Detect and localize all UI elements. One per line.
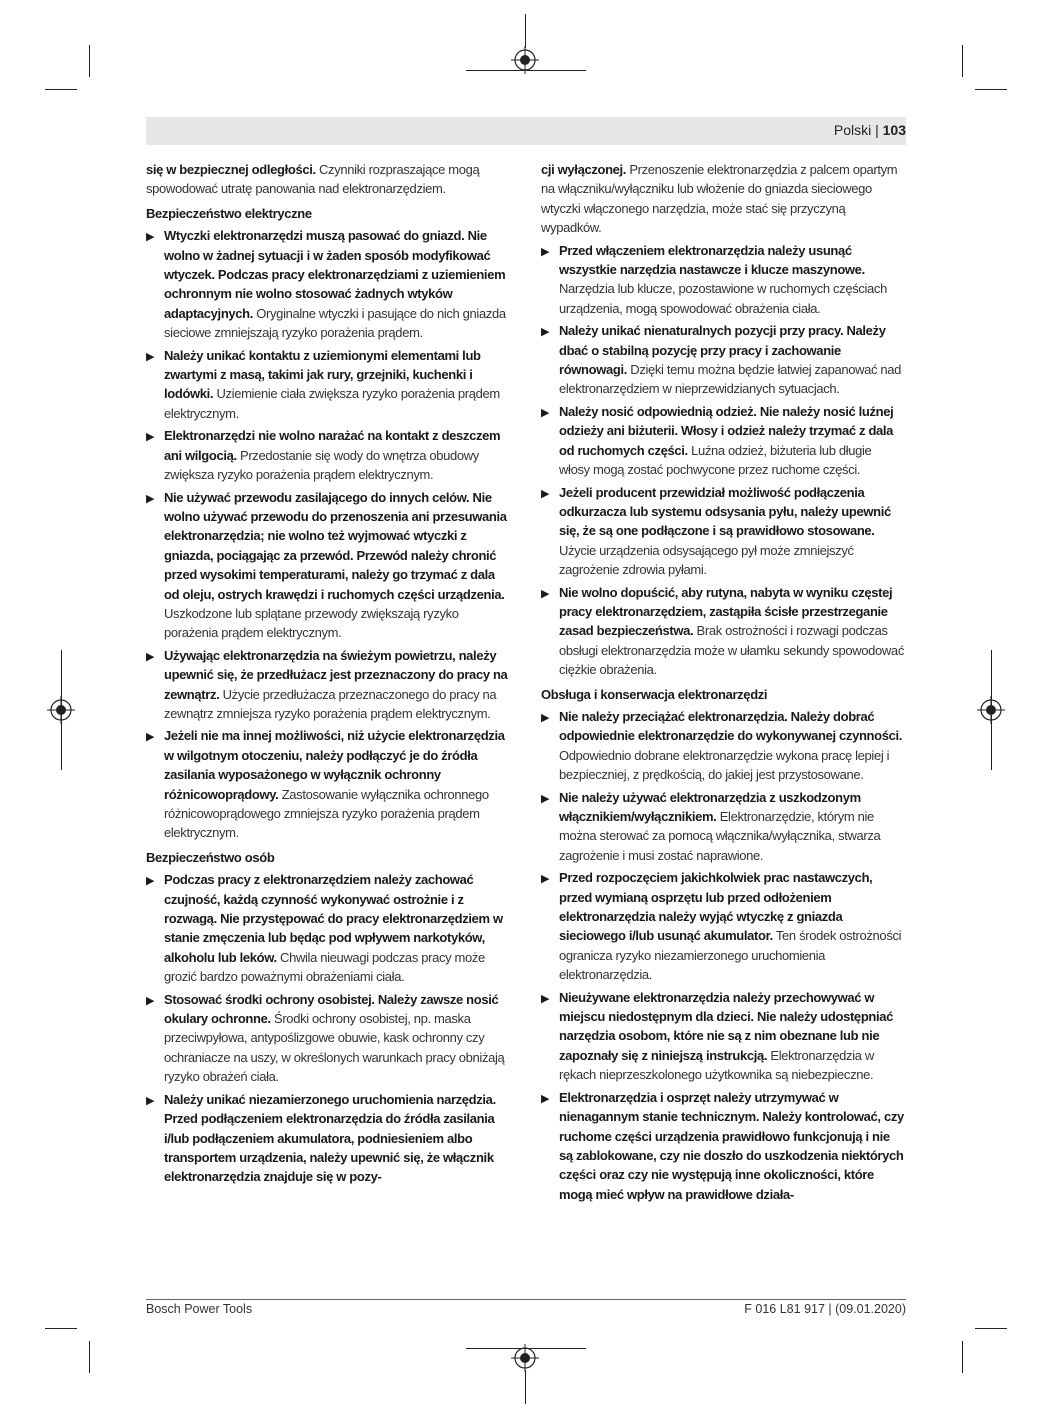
item-text: Uziemienie ciała zwiększa ryzyko porażenia prądem elektrycznym.	[164, 386, 500, 421]
item-text: Odpowiednio dobrane elektronarzędzie wykona pracę lepiej i bezpieczniej, z prędkością, do jakiej jest przystosowane.	[559, 747, 890, 783]
item-bold: Jeżeli producent przewidział możliwość podłączenia odkurzacza lub systemu odsysania pyłu, należy upewnić się, że są one podłączone i są prawidłowo stosowane.	[559, 484, 891, 539]
crop-mark	[45, 1328, 77, 1329]
item-bold: Wtyczki elektronarzędzi muszą pasować do gniazd. Nie wolno w żadnej sytuacji i w żaden sposób modyfikować wtyczek. Podczas pracy elektronarzędziami z uziemieniem ochronnym nie wolno stosować żadnych wtyków adaptacyjnych.	[164, 228, 506, 321]
bullet-arrow-icon: ▶	[541, 326, 550, 339]
item-text: Ten środek ostrożności ogranicza ryzyko niezamierzonego uruchomienia elektronarzędzia.	[559, 928, 902, 983]
crop-mark	[975, 89, 1007, 90]
header-band	[146, 117, 906, 145]
list-item	[146, 1090, 510, 1187]
bullet-arrow-icon: ▶	[146, 431, 155, 444]
item-bold: Należy unikać niezamierzonego uruchomienia narzędzia. Przed podłączeniem elektronarzędzia do źródła zasilania i/lub podłączeniem akumulatora, podniesieniem albo transportem urządzenia, należy upewnić się, że włącznik elektronarzędzia znajduje się w pozy-	[164, 1091, 496, 1185]
item-text: Brak ostrożności i rozwagi podczas obsługi elektronarzędzia może w ułamku sekundy spowodować ciężkie obrażenia.	[559, 623, 904, 678]
item-text: Oryginalne wtyczki i pasujące do nich gniazda sieciowe zmniejszają ryzyko porażenia prądem.	[164, 305, 506, 341]
bullet-arrow-icon: ▶	[146, 492, 155, 505]
item-bold: Jeżeli nie ma innej możliwości, niż użycie elektronarzędzia w wilgotnym otoczeniu, należy podłączyć je do źródła zasilania wyposażonego w wyłącznik ochronny różnicowoprądowy.	[164, 728, 505, 802]
intro-bold: cji wyłączonej.	[541, 162, 627, 177]
list-item	[541, 402, 905, 480]
page-number: 103	[882, 122, 906, 138]
item-text: Chwila nieuwagi podczas pracy może grozić bardzo poważnymi obrażeniami ciała.	[164, 949, 485, 985]
bullet-arrow-icon: ▶	[541, 245, 550, 258]
list-item	[146, 226, 510, 342]
section-heading-electrical: Bezpieczeństwo elektryczne	[146, 205, 312, 221]
right-column	[541, 160, 905, 1204]
bullet-arrow-icon: ▶	[146, 994, 155, 1007]
item-bold: Używając elektronarzędzia na świeżym powietrzu, należy upewnić się, że przedłużacz jest przeznaczony do pracy na zewnątrz.	[164, 647, 508, 702]
item-text: Narzędzia lub klucze, pozostawione w ruchomych częściach urządzenia, mogą spowodować obrażenia ciała.	[559, 281, 887, 316]
intro-bold: się w bezpiecznej odległości.	[146, 162, 316, 177]
crop-mark	[89, 45, 90, 77]
bullet-arrow-icon: ▶	[541, 487, 550, 500]
list-item	[146, 990, 510, 1087]
item-bold: Należy nosić odpowiednią odzież. Nie należy nosić luźnej odzieży ani biżuterii. Włosy i odzież należy trzymać z dala od ruchomych części.	[559, 403, 894, 458]
item-bold: Elektronarzędzi nie wolno narażać na kontakt z deszczem ani wilgocią.	[164, 428, 501, 463]
list-item	[541, 1088, 905, 1204]
bullet-arrow-icon: ▶	[541, 992, 550, 1005]
list-item	[541, 483, 905, 580]
item-text: Elektronarzędzie, którym nie można sterować za pomocą włącznika/wyłącznika, stwarza zagrożenie i musi zostać naprawione.	[559, 809, 881, 863]
item-text: Środki ochrony osobistej, np. maska przeciwpyłowa, antypoślizgowe obuwie, kask ochronny czy ochraniacze na uszy, w określonych warunkach pracy obniżają ryzyko obrażeń ciała.	[164, 1011, 505, 1085]
item-bold: Podczas pracy z elektronarzędziem należy zachować czujność, każdą czynność wykonywać ostrożnie i z rozwagą. Nie przystępować do pracy elektronarzędziem w stanie zmęczenia lub będąc pod wpływem narkotyków, alkoholu lub leków.	[164, 872, 503, 965]
list-item	[146, 346, 510, 424]
bullet-arrow-icon: ▶	[146, 731, 155, 744]
item-bold: Nie należy używać elektronarzędzia z uszkodzonym włącznikiem/wyłącznikiem.	[559, 789, 861, 824]
section-heading-personal: Bezpieczeństwo osób	[146, 849, 275, 865]
section-heading-maintenance: Obsługa i konserwacja elektronarzędzi	[541, 686, 768, 702]
registration-mark-icon	[511, 1344, 539, 1372]
crop-mark	[525, 1370, 526, 1404]
item-bold: Nie wolno dopuścić, aby rutyna, nabyta w wyniku częstej pracy elektronarzędziem, zastąpiła ścisłe przestrzeganie zasad bezpieczeństwa.	[559, 584, 893, 639]
bullet-arrow-icon: ▶	[541, 406, 550, 419]
bullet-arrow-icon: ▶	[146, 350, 155, 363]
bullet-arrow-icon: ▶	[541, 587, 550, 600]
item-bold: Stosować środki ochrony osobistej. Należy zawsze nosić okulary ochronne.	[164, 991, 499, 1027]
item-bold: Należy unikać kontaktu z uziemionymi elementami lub zwartymi z masą, takimi jak rury, grzejniki, kuchenki i lodówki.	[164, 347, 481, 402]
item-bold: Nieużywane elektronarzędzia należy przechowywać w miejscu niedostępnym dla dzieci. Nie należy udostępniać narzędzia osobom, które nie są z nim obeznane lub nie zapoznały się z niniejszą instrukcją.	[559, 989, 894, 1063]
header-separator: |	[875, 122, 879, 138]
item-bold: Przed włączeniem elektronarzędzia należy usunąć wszystkie narzędzia nastawcze i klucze maszynowe.	[559, 242, 865, 278]
list-item	[146, 488, 510, 643]
header-language: Polski	[833, 122, 872, 138]
list-item	[146, 726, 510, 842]
intro-paragraph	[146, 160, 510, 199]
list-item	[146, 646, 510, 724]
bullet-arrow-icon: ▶	[541, 792, 550, 805]
item-text: Luźna odzież, biżuteria lub długie włosy mogą zostać pochwycone przez ruchome części.	[559, 442, 872, 478]
item-bold: Nie należy przeciążać elektronarzędzia. Należy dobrać odpowiednie elektronarzędzie do wykonywanej czynności.	[559, 708, 903, 744]
list-item	[541, 988, 905, 1085]
item-bold: Należy unikać nienaturalnych pozycji przy pracy. Należy dbać o stabilną pozycję przy pracy i zachowanie równowagi.	[559, 323, 886, 378]
registration-mark-icon	[47, 696, 75, 724]
list-item	[541, 583, 905, 680]
item-text: Elektronarzędzia w rękach nieprzeszkolonego użytkownika są niebezpieczne.	[559, 1047, 874, 1083]
footer-doc-id: F 016 L81 917 | (09.01.2020)	[744, 1302, 906, 1316]
item-text: Uszkodzone lub splątane przewody zwiększają ryzyko porażenia prądem elektrycznym.	[164, 605, 459, 641]
list-item	[541, 868, 905, 984]
item-text: Przedostanie się wody do wnętrza obudowy zwiększa ryzyko porażenia prądem elektrycznym.	[164, 447, 479, 483]
registration-mark-icon	[511, 46, 539, 74]
list-item	[146, 426, 510, 484]
crop-mark	[525, 14, 526, 48]
bullet-arrow-icon: ▶	[146, 650, 155, 663]
page-header	[834, 122, 906, 138]
bullet-arrow-icon: ▶	[541, 1092, 550, 1105]
crop-mark	[962, 45, 963, 77]
list-item	[541, 321, 905, 399]
list-item	[541, 788, 905, 866]
bullet-arrow-icon: ▶	[146, 231, 155, 244]
item-bold: Nie używać przewodu zasilającego do innych celów. Nie wolno używać przewodu do przenoszenia ani przesuwania elektronarzędzia; nie wolno też wyjmować wtyczki z gniazda, pociągając za przewód. Przewód należy chronić przed wysokimi temperaturami, należy go trzymać z dala od oleju, ostrych krawędzi i ruchomych części urządzenia.	[164, 489, 507, 602]
item-bold: Elektronarzędzia i osprzęt należy utrzymywać w nienagannym stanie technicznym. Należy kontrolować, czy ruchome części urządzenia prawidłowo funkcjonują i nie są zablokowane, czy nie doszło do uszkodzenia niektórych części oraz czy nie występują inne okoliczności, które mogą mieć wpływ na prawidłowe działa-	[559, 1089, 904, 1202]
intro-paragraph	[541, 160, 905, 238]
item-text: Dzięki temu można będzie łatwiej zapanować nad elektronarzędziem w nieprzewidzianych sytuacjach.	[559, 362, 902, 397]
footer-divider	[146, 1299, 906, 1300]
list-item	[541, 707, 905, 785]
crop-mark	[962, 1341, 963, 1373]
crop-mark	[45, 89, 77, 90]
bullet-arrow-icon: ▶	[146, 875, 155, 888]
item-text: Użycie przedłużacza przeznaczonego do pracy na zewnątrz zmniejsza ryzyko porażenia prądem elektrycznym.	[164, 686, 497, 721]
footer-brand: Bosch Power Tools	[146, 1302, 253, 1316]
bullet-arrow-icon: ▶	[541, 873, 550, 886]
list-item	[541, 241, 905, 319]
bullet-arrow-icon: ▶	[541, 711, 550, 724]
crop-mark	[975, 1328, 1007, 1329]
left-column	[146, 160, 510, 1187]
bullet-arrow-icon: ▶	[146, 1094, 155, 1107]
item-text: Użycie urządzenia odsysającego pył może zmniejszyć zagrożenie zdrowia pyłami.	[559, 542, 854, 578]
crop-mark	[89, 1341, 90, 1373]
item-bold: Przed rozpoczęciem jakichkolwiek prac nastawczych, przed wymianą osprzętu lub przed odłożeniem elektronarzędzia należy wyjąć wtyczkę z gniazda sieciowego i/lub usunąć akumulator.	[559, 870, 873, 944]
item-text: Zastosowanie wyłącznika ochronnego różnicowoprądowego zmniejsza ryzyko porażenia prądem elektrycznym.	[164, 786, 489, 841]
intro-text: Czynniki rozpraszające mogą spowodować utratę panowania nad elektronarzędziem.	[146, 162, 480, 197]
intro-text: Przenoszenie elektronarzędzia z palcem opartym na włączniku/wyłączniku lub włożenie do gniazda sieciowego wtyczki włączonego narzędzia, może stać się przyczyną wypadków.	[541, 162, 898, 236]
list-item	[146, 870, 510, 986]
registration-mark-icon	[977, 696, 1005, 724]
